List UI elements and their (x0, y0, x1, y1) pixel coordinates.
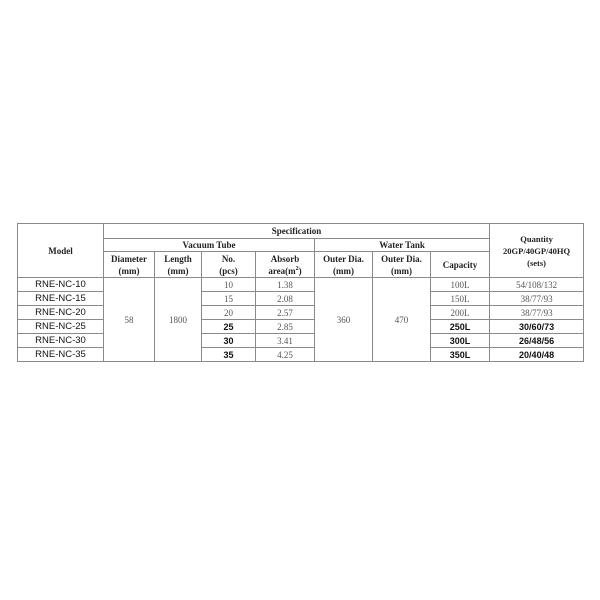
model-cell: RNE-NC-30 (18, 334, 104, 348)
quantity-cell: 30/60/73 (490, 320, 584, 334)
model-cell: RNE-NC-10 (18, 278, 104, 292)
outer-dia-header-1 (315, 252, 373, 278)
vacuum-tube-header: Vacuum Tube (104, 239, 315, 252)
no-cell: 10 (202, 278, 256, 292)
capacity-cell: 250L (431, 320, 490, 334)
absorb-area-header-unit (256, 265, 314, 277)
absorb-area-header-label: Absorb (270, 253, 300, 264)
quantity-header-line-1: Quantity (520, 233, 553, 244)
capacity-cell: 300L (431, 334, 490, 348)
diameter-header-unit: (mm) (118, 265, 140, 276)
capacity-cell: 200L (431, 306, 490, 320)
table-row (18, 278, 584, 292)
diameter-header (104, 252, 155, 278)
no-cell: 30 (202, 334, 256, 348)
absorb-area-cell: 2.08 (256, 292, 315, 306)
model-cell: RNE-NC-15 (18, 292, 104, 306)
header-row-specification (18, 224, 584, 239)
absorb-area-cell: 2.85 (256, 320, 315, 334)
absorb-area-unit-text: area(m (268, 265, 296, 276)
absorb-area-unit-superscript: 2 (295, 265, 299, 272)
absorb-area-cell: 4.25 (256, 348, 315, 362)
diameter-header-label: Diameter (111, 253, 147, 264)
table-row (18, 348, 584, 362)
outer-dia-header-2 (373, 252, 431, 278)
table-row (18, 306, 584, 320)
absorb-area-cell: 1.38 (256, 278, 315, 292)
absorb-area-cell: 3.41 (256, 334, 315, 348)
no-header-unit: (pcs) (219, 265, 238, 276)
model-cell: RNE-NC-35 (18, 348, 104, 362)
no-cell: 20 (202, 306, 256, 320)
quantity-cell: 38/77/93 (490, 306, 584, 320)
outer-dia-1-header-unit: (mm) (333, 265, 354, 276)
absorb-area-header (256, 252, 315, 278)
absorb-area-cell: 2.57 (256, 306, 315, 320)
no-header-label: No. (221, 253, 236, 264)
capacity-cell: 350L (431, 348, 490, 362)
outer-dia-2-header-label: Outer Dia. (381, 253, 422, 264)
specification-header: Specification (104, 224, 490, 239)
quantity-header (490, 224, 584, 278)
model-cell: RNE-NC-20 (18, 306, 104, 320)
no-header (202, 252, 256, 278)
length-header-unit: (mm) (167, 265, 189, 276)
specification-table (17, 223, 584, 362)
absorb-area-unit-close: ) (298, 265, 302, 276)
quantity-cell: 38/77/93 (490, 292, 584, 306)
table-row (18, 320, 584, 334)
water-tank-header: Water Tank (315, 239, 490, 252)
outer-dia-2-cell: 470 (373, 278, 431, 362)
length-header (155, 252, 202, 278)
table-row (18, 334, 584, 348)
outer-dia-1-cell: 360 (315, 278, 373, 362)
quantity-header-line-2: 20GP/40GP/40HQ (503, 245, 571, 256)
quantity-cell: 54/108/132 (490, 278, 584, 292)
capacity-cell: 150L (431, 292, 490, 306)
capacity-header: Capacity (431, 252, 490, 278)
quantity-cell: 26/48/56 (490, 334, 584, 348)
quantity-header-line-3: (sets) (527, 257, 547, 268)
outer-dia-2-header-unit: (mm) (391, 265, 412, 276)
table-row (18, 292, 584, 306)
model-header: Model (18, 224, 104, 278)
length-cell: 1800 (155, 278, 202, 362)
diameter-cell: 58 (104, 278, 155, 362)
outer-dia-1-header-label: Outer Dia. (323, 253, 364, 264)
no-cell: 35 (202, 348, 256, 362)
quantity-cell: 20/40/48 (490, 348, 584, 362)
length-header-label: Length (164, 253, 192, 264)
no-cell: 25 (202, 320, 256, 334)
model-cell: RNE-NC-25 (18, 320, 104, 334)
no-cell: 15 (202, 292, 256, 306)
capacity-cell: 100L (431, 278, 490, 292)
